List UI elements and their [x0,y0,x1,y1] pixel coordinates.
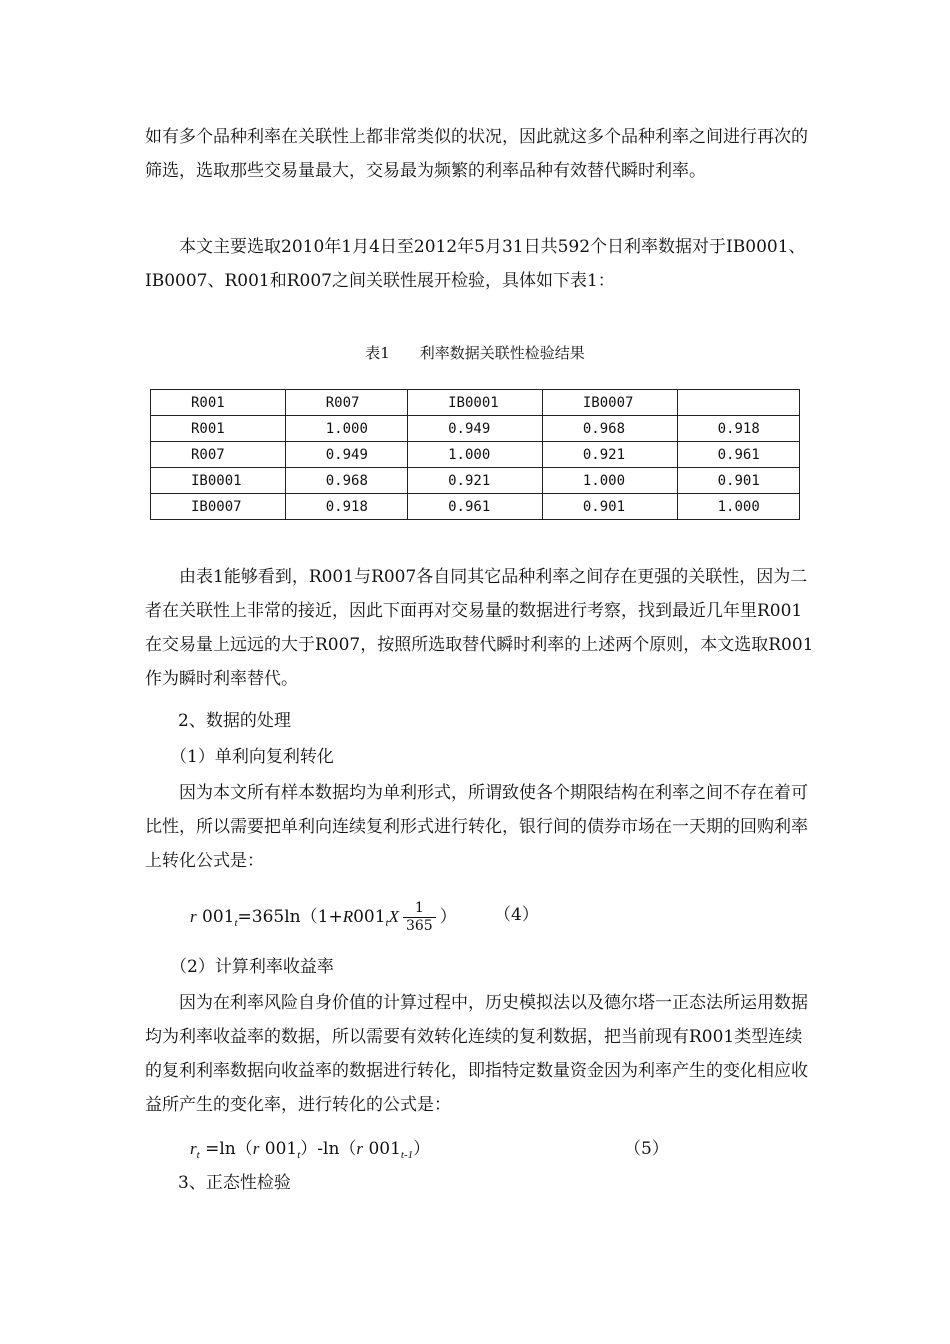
formula-text: ） [413,1139,431,1159]
table-caption: 表1 利率数据关联性检验结果 [365,344,585,362]
fraction-numerator: 1 [403,900,436,918]
formula-text: ）-ln（ [300,1139,357,1159]
table-header-cell: R007 [285,390,407,416]
section-heading-normality-test: 3、正态性检验 [178,1173,291,1193]
table-cell: 0.921 [542,442,677,468]
formula-sub: t [196,1149,200,1162]
table-cell: R007 [151,442,286,468]
paragraph-selection-rule: 如有多个品种利率在关联性上都非常类似的状况，因此就这多个品种利率之间进行再次的筛选，选取那些交易量最大，交易最为频繁的利率品种有效替代瞬时利率。 [145,127,808,181]
formula-text: =365ln（1+ [237,907,343,927]
table-cell: 0.901 [677,468,799,494]
formula-4 [190,900,457,938]
formula-var: r [190,907,197,926]
table-cell: 0.949 [285,442,407,468]
paragraph-conversion: 因为本文所有样本数据均为单利形式，所谓致使各个期限结构在利率之间不存在着可比性，所以需要把单利向连续复利形式进行转化，银行间的债券市场在一天期的回购利率上转化公式是： [145,783,808,871]
paragraph-data-selection: 本文主要选取2010年1月4日至2012年5月31日共592个日利率数据对于IB0001、IB0007、R001和R007之间关联性展开检验，具体如下表1： [145,237,806,291]
formula-var: X [388,907,399,926]
table-cell: 0.918 [285,494,407,520]
table-row [151,494,800,520]
table-cell: 0.961 [677,442,799,468]
table-cell: 1.000 [408,442,543,468]
table-header-cell [677,390,799,416]
formula-sub: t-1 [400,1149,414,1162]
table-row [151,416,800,442]
table-cell: IB0007 [151,494,286,520]
equation-number-5: （5） [624,1139,669,1159]
table-cell: 0.918 [677,416,799,442]
table-cell: 1.000 [677,494,799,520]
formula-text: ） [439,907,457,927]
table-cell: 0.968 [542,416,677,442]
table-cell: 0.968 [285,468,407,494]
table-row [151,442,800,468]
table-cell: 0.949 [408,416,543,442]
formula-text: =ln（ [199,1139,253,1159]
formula-var: r [356,1139,364,1158]
table-cell: 0.901 [542,494,677,520]
subheading-simple-to-compound: （1）单利向复利转化 [170,747,334,767]
table-row [151,468,800,494]
formula-text: 001 [353,907,386,927]
table-header-cell: IB0007 [542,390,677,416]
equation-number-4: （4） [494,905,539,925]
paragraph-return-calc: 因为在利率风险自身价值的计算过程中，历史模拟法以及德尔塔一正态法所运用数据均为利率收益率的数据，所以需要有效转化连续的复利数据，把当前现有R001类型连续的复利利率数据向收益率的数据进行转化，即指特定数量资金因为利率产生的变化相应收益所产生的变化率，进行转化的公式是： [145,993,808,1115]
table-header-cell: IB0001 [408,390,543,416]
formula-text: 001 [363,1139,401,1159]
table-cell: 1.000 [542,468,677,494]
formula-var: r [190,1139,197,1158]
formula-sub: t [385,917,389,930]
formula-5 [190,1134,430,1170]
formula-var: R [342,907,354,926]
table-cell: IB0001 [151,468,286,494]
table-header-row [151,390,800,416]
formula-text: 001 [196,907,235,927]
formula-var: r [252,1139,260,1158]
fraction-denominator: 365 [405,918,433,934]
formula-sub: t [234,917,238,930]
section-heading-data-processing: 2、数据的处理 [178,711,291,731]
fraction [403,900,436,935]
correlation-table [150,389,800,520]
table-cell: 0.961 [408,494,543,520]
table-cell: 0.921 [408,468,543,494]
formula-text: 001 [259,1139,298,1159]
table-header-cell: R001 [151,390,286,416]
table-cell: 1.000 [285,416,407,442]
paragraph-table-analysis: 由表1能够看到，R001与R007各自同其它品种利率之间存在更强的关联性，因为二者在关联性上非常的接近，因此下面再对交易量的数据进行考察，找到最近几年里R001在交易量上远远的大于R007，按照所选取替代瞬时利率的上述两个原则，本文选取R001作为瞬时利率替代。 [145,567,814,689]
subheading-rate-return: （2）计算利率收益率 [170,957,334,977]
formula-sub: t [297,1149,301,1162]
table-cell: R001 [151,416,286,442]
